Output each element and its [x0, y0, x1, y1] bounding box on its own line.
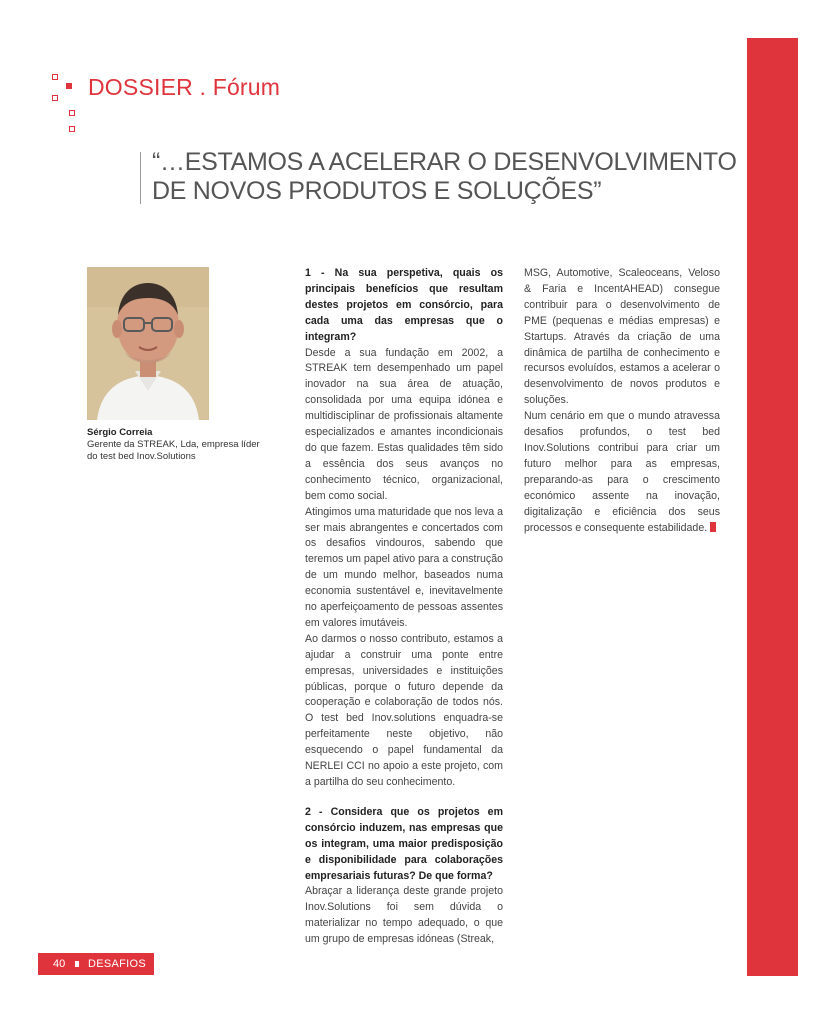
end-of-article-mark: [710, 522, 716, 532]
answer-paragraph: MSG, Automotive, Scaleoceans, Veloso & Faria e IncentAHEAD) consegue contribuir para o desenvolvimento de PME (pequenas e médias empresas) e Startups. Através da criação de uma dinâmica de partilha de conhecimento e recursos evoluídos, estamos a acelerar o desenvolvimento de novos produtos e soluções.: [524, 267, 720, 407]
answer-paragraph: Abraçar a liderança deste grande projeto Inov.Solutions foi sem dúvida o materializar no tempo adequado, o que um grupo de empresas idóneas (Streak,: [305, 885, 503, 946]
caption-role: Gerente da STREAK, Lda, empresa líder do test bed Inov.Solutions: [87, 439, 260, 462]
paragraph-gap: [305, 791, 503, 805]
portrait-photo: [87, 267, 209, 420]
answer-paragraph-final: [524, 409, 720, 536]
headline: “…ESTAMOS A ACELERAR O DESENVOLVIMENTO DE NOVOS PRODUTOS E SOLUÇÕES”: [152, 148, 737, 205]
question-2: 2 - Considera que os projetos em consórcio induzem, nas empresas que os integram, uma maior predisposição e disponibilidade para colaborações empresariais futuras? De que forma?: [305, 805, 503, 882]
question-1: 1 - Na sua perspetiva, quais os principais benefícios que resultam destes projetos em consórcio, para cada uma das empresas que o integram?: [305, 267, 503, 343]
answer-paragraph: Desde a sua fundação em 2002, a STREAK tem desempenhado um papel inovador na sua área de atuação, consolidada por uma equipa idónea e multidisciplinar de profissionais altamente especializados e amantes incondicionais do que fazem. Estas qualidades têm sido a essência dos seus avanços no conhecimento técnico, organizacional, bem como social.: [305, 346, 503, 502]
footer-section-name: DESAFIOS: [88, 958, 147, 970]
footer-square-icon: [75, 961, 79, 967]
caption-name: Sérgio Correia: [87, 427, 153, 438]
answer-paragraph: Atingimos uma maturidade que nos leva a ser mais abrangentes e concertados com os desafios vindouros, sabendo que teremos um papel ativo para a construção de um mundo melhor, baseados numa economia sustentável e, inevitavelmente no aperfeiçoamento de pessoas assentes em valores imutáveis.: [305, 505, 503, 629]
portrait-illustration: [87, 267, 209, 420]
page-footer: [38, 953, 154, 975]
side-color-bar: [747, 38, 798, 976]
section-label: DOSSIER . Fórum: [88, 74, 281, 100]
article-column-1: [305, 266, 503, 948]
final-paragraph-text: Num cenário em que o mundo atravessa desafios profundos, o test bed Inov.Solutions contribui para criar um futuro melhor para as empresas, preparando-as para o crescimento económico assente na inovação, digitalização e eficiência dos seus processos e consequente estabilidade.: [524, 410, 720, 534]
answer-paragraph: Ao darmos o nosso contributo, estamos a ajudar a construir uma ponte entre empresas, universidades e instituições públicas, porque o futuro depende da cooperação e colaboração de todos nós. O test bed Inov.solutions enquadra-se perfeitamente neste objetivo, não esquecendo o papel fundamental da NERLEI CCI no apoio a este projeto, com a partilha do seu conhecimento.: [305, 632, 503, 788]
article-column-2: [524, 266, 720, 536]
page-number: 40: [53, 958, 66, 970]
headline-rule: [140, 152, 141, 204]
